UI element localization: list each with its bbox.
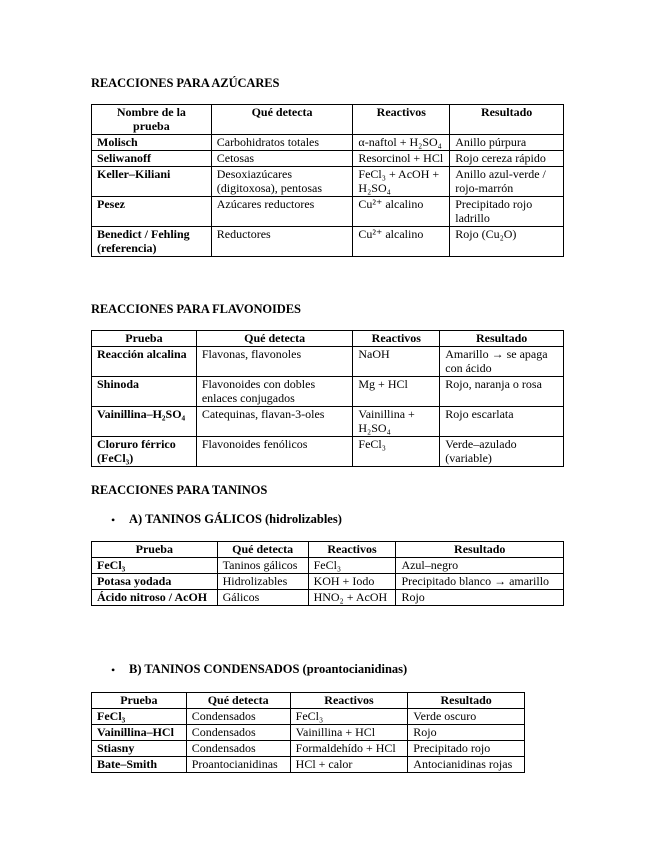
test-name-cell: Cloruro férrico (FeCl₃)	[92, 437, 197, 467]
table-row	[92, 709, 525, 725]
heading-flavonoides: REACCIONES PARA FLAVONOIDES	[91, 302, 301, 316]
detects-cell: Condensados	[186, 725, 290, 741]
result-cell: Antocianidinas rojas	[408, 757, 525, 773]
result-cell: Precipitado blanco → amarillo	[396, 574, 564, 590]
test-name-cell: FeCl₃	[92, 709, 187, 725]
test-name-cell: Vainillina–HCl	[92, 725, 187, 741]
table-header-row	[92, 331, 564, 347]
table-row	[92, 590, 564, 606]
table-azucares	[91, 104, 564, 257]
test-name-cell: Bate–Smith	[92, 757, 187, 773]
reagents-cell: Vainillina + HCl	[290, 725, 408, 741]
reagents-cell: Formaldehído + HCl	[290, 741, 408, 757]
detects-cell: Proantocianidinas	[186, 757, 290, 773]
result-cell: Rojo	[408, 725, 525, 741]
detects-cell: Carbohidratos totales	[211, 135, 353, 151]
table-row	[92, 197, 564, 227]
header-cell: Reactivos	[353, 331, 440, 347]
table-row	[92, 558, 564, 574]
table-taninos-condensados	[91, 692, 525, 773]
header-cell: Resultado	[450, 105, 564, 135]
reagents-cell: NaOH	[353, 347, 440, 377]
reagents-cell: KOH + Iodo	[308, 574, 396, 590]
table-header-row	[92, 693, 525, 709]
detects-cell: Hidrolizables	[217, 574, 308, 590]
header-cell: Prueba	[92, 542, 218, 558]
reagents-cell: α-naftol + H₂SO₄	[353, 135, 450, 151]
reagents-cell: FeCl₃ + AcOH + H₂SO₄	[353, 167, 450, 197]
header-cell: Prueba	[92, 693, 187, 709]
header-cell: Resultado	[440, 331, 564, 347]
header-cell: Qué detecta	[217, 542, 308, 558]
detects-cell: Reductores	[211, 227, 353, 257]
table-header-row	[92, 542, 564, 558]
result-cell: Verde–azulado (variable)	[440, 437, 564, 467]
test-name-cell: Benedict / Fehling (referencia)	[92, 227, 212, 257]
header-cell: Qué detecta	[211, 105, 353, 135]
detects-cell: Condensados	[186, 709, 290, 725]
header-cell: Prueba	[92, 331, 197, 347]
result-cell: Rojo escarlata	[440, 407, 564, 437]
bullet-icon: •	[111, 663, 116, 677]
test-name-cell: Pesez	[92, 197, 212, 227]
detects-cell: Cetosas	[211, 151, 353, 167]
header-cell: Nombre de la prueba	[92, 105, 212, 135]
test-name-cell: Keller–Kiliani	[92, 167, 212, 197]
reagents-cell: FeCl₃	[308, 558, 396, 574]
result-cell: Azul–negro	[396, 558, 564, 574]
detects-cell: Condensados	[186, 741, 290, 757]
reagents-cell: Cu²⁺ alcalino	[353, 227, 450, 257]
reagents-cell: Vainillina + H₂SO₄	[353, 407, 440, 437]
test-name-cell: Ácido nitroso / AcOH	[92, 590, 218, 606]
reagents-cell: Cu²⁺ alcalino	[353, 197, 450, 227]
table-row	[92, 151, 564, 167]
detects-cell: Azúcares reductores	[211, 197, 353, 227]
detects-cell: Taninos gálicos	[217, 558, 308, 574]
table-taninos-galicos	[91, 541, 564, 606]
header-cell: Reactivos	[353, 105, 450, 135]
table-row	[92, 347, 564, 377]
result-cell: Amarillo → se apaga con ácido	[440, 347, 564, 377]
test-name-cell: Stiasny	[92, 741, 187, 757]
table-row	[92, 741, 525, 757]
table-row	[92, 227, 564, 257]
result-cell: Rojo cereza rápido	[450, 151, 564, 167]
header-cell: Qué detecta	[196, 331, 353, 347]
reagents-cell: FeCl₃	[290, 709, 408, 725]
table-row	[92, 407, 564, 437]
detects-cell: Flavonoides con dobles enlaces conjugados	[196, 377, 353, 407]
detects-cell: Gálicos	[217, 590, 308, 606]
result-cell: Verde oscuro	[408, 709, 525, 725]
detects-cell: Catequinas, flavan-3-oles	[196, 407, 353, 437]
detects-cell: Flavonas, flavonoles	[196, 347, 353, 377]
header-cell: Reactivos	[290, 693, 408, 709]
table-row	[92, 377, 564, 407]
result-cell: Precipitado rojo ladrillo	[450, 197, 564, 227]
result-cell: Anillo púrpura	[450, 135, 564, 151]
result-cell: Rojo	[396, 590, 564, 606]
result-cell: Precipitado rojo	[408, 741, 525, 757]
test-name-cell: Reacción alcalina	[92, 347, 197, 377]
test-name-cell: FeCl₃	[92, 558, 218, 574]
test-name-cell: Potasa yodada	[92, 574, 218, 590]
heading-taninos: REACCIONES PARA TANINOS	[91, 483, 268, 497]
reagents-cell: FeCl₃	[353, 437, 440, 467]
result-cell: Anillo azul-verde / rojo-marrón	[450, 167, 564, 197]
reagents-cell: Mg + HCl	[353, 377, 440, 407]
test-name-cell: Shinoda	[92, 377, 197, 407]
table-flavonoides	[91, 330, 564, 467]
table-row	[92, 437, 564, 467]
table-row	[92, 135, 564, 151]
result-cell: Rojo (Cu₂O)	[450, 227, 564, 257]
header-cell: Resultado	[408, 693, 525, 709]
table-row	[92, 725, 525, 741]
subheading-taninos-condensados: B) TANINOS CONDENSADOS (proantocianidinas)	[129, 662, 408, 676]
reagents-cell: Resorcinol + HCl	[353, 151, 450, 167]
bullet-icon: •	[111, 513, 116, 527]
reagents-cell: HCl + calor	[290, 757, 408, 773]
table-row	[92, 574, 564, 590]
table-row	[92, 757, 525, 773]
header-cell: Resultado	[396, 542, 564, 558]
detects-cell: Flavonoides fenólicos	[196, 437, 353, 467]
result-cell: Rojo, naranja o rosa	[440, 377, 564, 407]
subheading-taninos-galicos: A) TANINOS GÁLICOS (hidrolizables)	[129, 512, 342, 526]
test-name-cell: Vainillina–H₂SO₄	[92, 407, 197, 437]
heading-azucares: REACCIONES PARA AZÚCARES	[91, 76, 280, 90]
table-header-row	[92, 105, 564, 135]
table-row	[92, 167, 564, 197]
test-name-cell: Seliwanoff	[92, 151, 212, 167]
header-cell: Qué detecta	[186, 693, 290, 709]
reagents-cell: HNO₂ + AcOH	[308, 590, 396, 606]
header-cell: Reactivos	[308, 542, 396, 558]
test-name-cell: Molisch	[92, 135, 212, 151]
detects-cell: Desoxiazúcares (digitoxosa), pentosas	[211, 167, 353, 197]
